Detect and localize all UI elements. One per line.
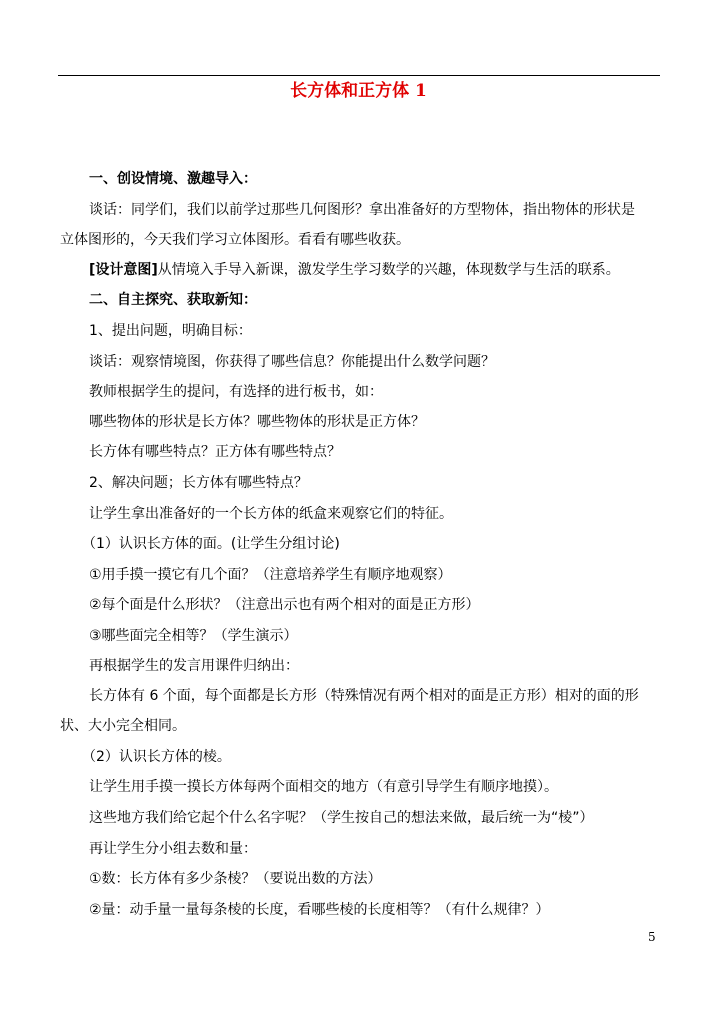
paragraph-line: 让学生用手摸一摸长方体每两个面相交的地方（有意引导学生有顺序地摸）。 bbox=[89, 779, 558, 795]
paragraph-line: ③哪些面完全相等？（学生演示） bbox=[89, 628, 298, 644]
paragraph-line: 谈话：同学们，我们以前学过那些几何图形？拿出准备好的方型物体，指出物体的形状是 bbox=[89, 202, 635, 218]
paragraph-line: 再根据学生的发言用课件归纳出： bbox=[89, 658, 299, 674]
header-rule bbox=[58, 75, 660, 76]
design-intent-text: 从情境入手导入新课，激发学生学习数学的兴趣，体现数学与生活的联系。 bbox=[157, 262, 620, 278]
section-heading-2: 二、自主探究、获取新知： bbox=[89, 292, 257, 308]
paragraph-line: （2）认识长方体的棱。 bbox=[82, 749, 231, 765]
paragraph-line: 立体图形的，今天我们学习立体图形。看看有哪些收获。 bbox=[60, 232, 410, 248]
design-intent-label: [设计意图] bbox=[89, 262, 158, 278]
paragraph-line: 让学生拿出准备好的一个长方体的纸盒来观察它们的特征。 bbox=[89, 506, 453, 522]
section-heading-1: 一、创设情境、激趣导入： bbox=[89, 171, 257, 187]
paragraph-line: 这些地方我们给它起个什么名字呢？（学生按自己的想法来做，最后统一为“棱”） bbox=[89, 810, 594, 826]
paragraph-line: 2、解决问题；长方体有哪些特点？ bbox=[89, 475, 308, 491]
paragraph-line: 教师根据学生的提问，有选择的进行板书，如： bbox=[89, 384, 383, 400]
paragraph-line: 长方体有哪些特点？正方体有哪些特点？ bbox=[89, 444, 341, 460]
paragraph-line: ①用手摸一摸它有几个面？（注意培养学生有顺序地观察） bbox=[89, 567, 452, 583]
paragraph-line: 状、大小完全相同。 bbox=[60, 718, 186, 734]
paragraph-line: ②量：动手量一量每条棱的长度，看哪些棱的长度相等？（有什么规律？） bbox=[89, 902, 550, 918]
page-number: 5 bbox=[648, 930, 656, 944]
paragraph-line: （1）认识长方体的面。(让学生分组讨论) bbox=[82, 536, 340, 552]
paragraph-line: 谈话：观察情境图，你获得了哪些信息？你能提出什么数学问题？ bbox=[89, 354, 495, 370]
paragraph-line: 1、提出问题，明确目标： bbox=[89, 323, 252, 339]
design-intent-line bbox=[89, 261, 620, 279]
paragraph-line: 长方体有 6 个面，每个面都是长方形（特殊情况有两个相对的面是正方形）相对的面的形 bbox=[89, 688, 639, 704]
paragraph-line: ②每个面是什么形状？（注意出示也有两个相对的面是正方形） bbox=[89, 597, 480, 613]
document-title: 长方体和正方体 1 bbox=[290, 81, 427, 101]
paragraph-line: 哪些物体的形状是长方体？哪些物体的形状是正方体？ bbox=[89, 414, 425, 430]
paragraph-line: 再让学生分小组去数和量： bbox=[89, 841, 257, 857]
paragraph-line: ①数：长方体有多少条棱？（要说出数的方法） bbox=[89, 871, 382, 887]
